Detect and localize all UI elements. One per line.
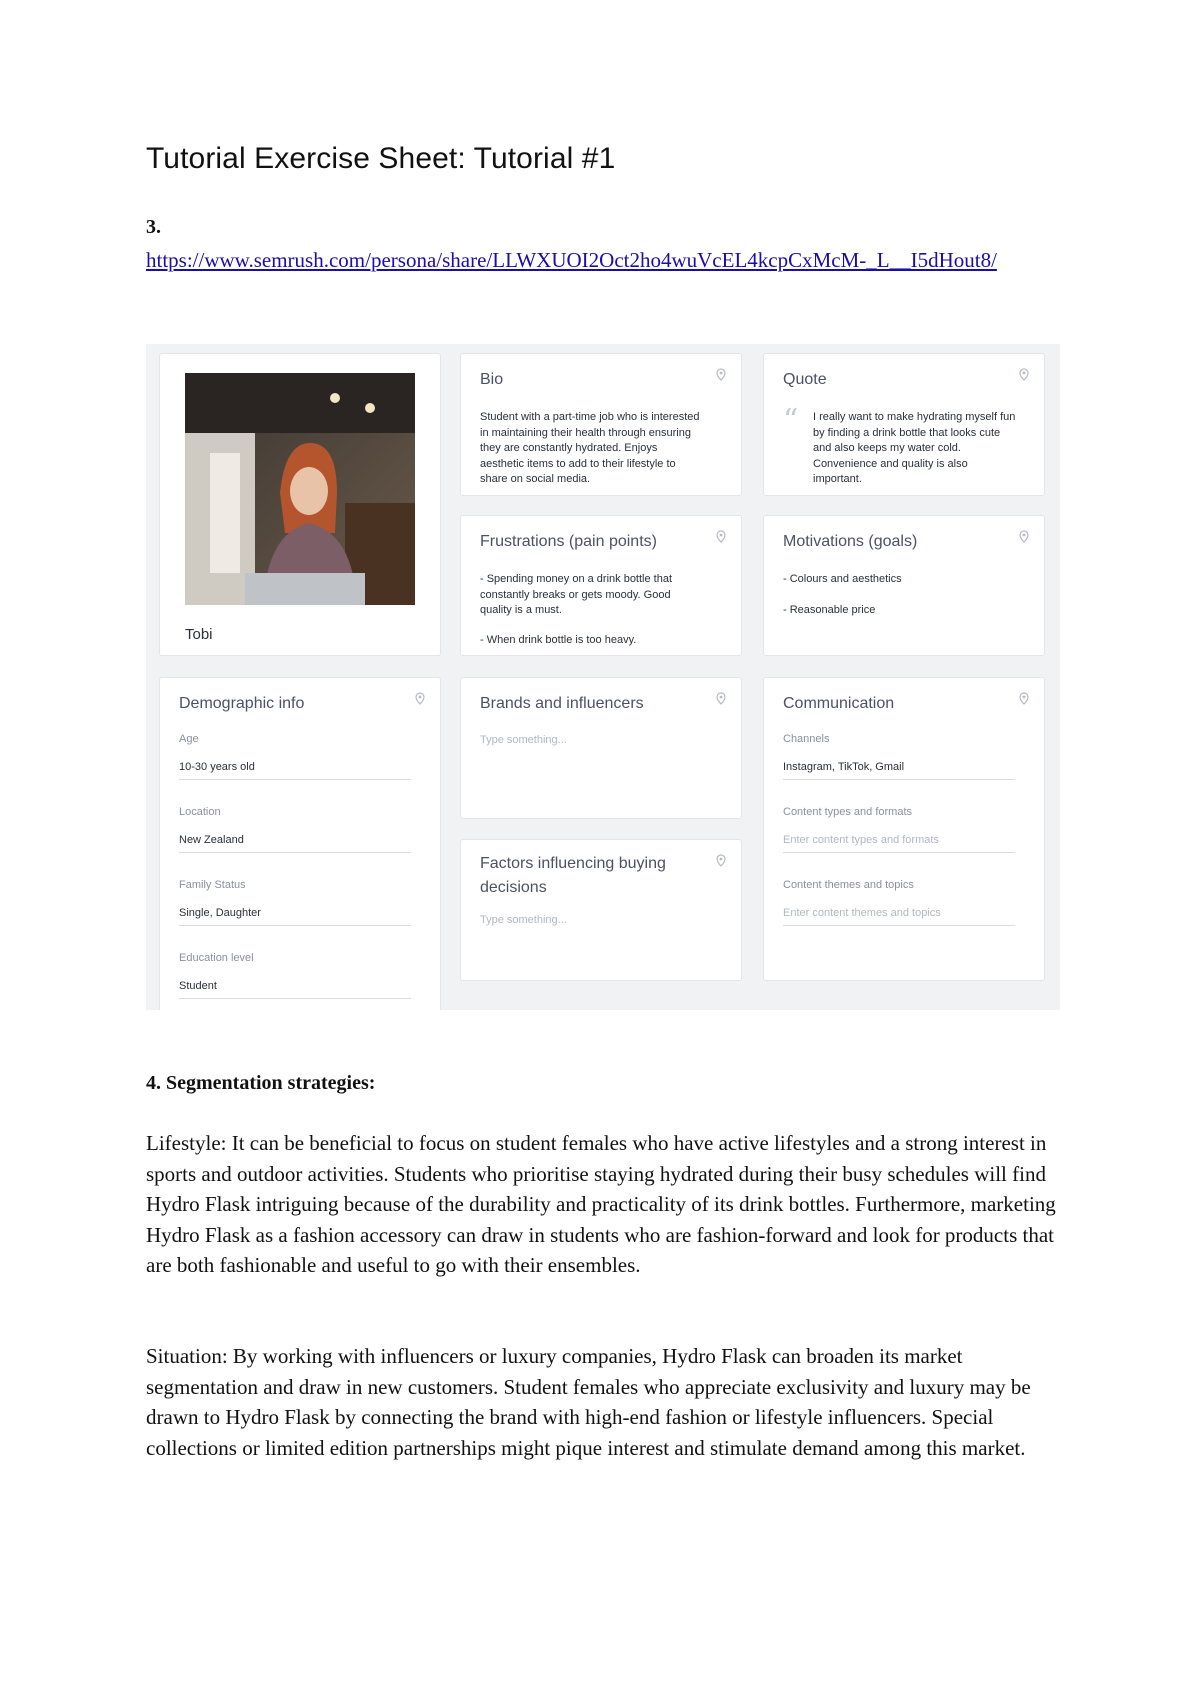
brands-input[interactable]: Type something...	[480, 734, 567, 746]
quote-text[interactable]: I really want to make hydrating myself fun by finding a drink bottle that looks cute and also keeps my water cold. Convenience and quality is also important.	[813, 411, 1016, 485]
lifestyle-paragraph: Lifestyle: It can be beneficial to focus on student females who have active lifestyles and a strong interest in sports and outdoor activities. Students who prioritise staying hydrated during their busy schedules will find Hydro Flask intriguing because of the durability and practicality of its drink bottles. Furthermore, marketing Hydro Flask as a fashion accessory can draw in students who are fashion-forward and look for products that are both fashionable and useful to go with their ensembles.	[146, 1131, 1056, 1277]
persona-name[interactable]: Tobi	[185, 626, 213, 643]
education-label: Education level	[179, 952, 254, 964]
communication-card	[763, 677, 1045, 981]
age-field[interactable]: 10-30 years old	[179, 761, 255, 773]
factors-card	[460, 839, 742, 981]
education-field[interactable]: Student	[179, 980, 217, 992]
field-divider	[179, 998, 411, 999]
field-divider	[783, 852, 1015, 853]
motivations-text[interactable]	[783, 572, 1003, 618]
factors-input[interactable]: Type something...	[480, 914, 567, 926]
pin-icon[interactable]	[715, 368, 727, 382]
quote-title: Quote	[783, 371, 827, 388]
factors-title-line: decisions	[480, 879, 547, 896]
factors-title-line: Factors influencing buying	[480, 855, 666, 872]
family-status-label: Family Status	[179, 879, 246, 891]
motivations-title: Motivations (goals)	[783, 533, 918, 550]
brands-title: Brands and influencers	[480, 695, 644, 712]
field-divider	[179, 925, 411, 926]
pin-icon[interactable]	[715, 854, 727, 868]
location-label: Location	[179, 806, 221, 818]
content-types-label: Content types and formats	[783, 806, 913, 818]
motivations-card	[763, 515, 1045, 656]
frustration-item: - Spending money on a drink bottle that constantly breaks or gets moody. Good quality is a must.	[480, 573, 673, 616]
pin-icon[interactable]	[1018, 530, 1030, 544]
family-status-field[interactable]: Single, Daughter	[179, 907, 261, 919]
pin-icon[interactable]	[715, 692, 727, 706]
persona-board	[146, 344, 1060, 1010]
demographic-title: Demographic info	[179, 695, 305, 712]
quote-card	[763, 353, 1045, 496]
demographic-card	[159, 677, 441, 1010]
persona-photo	[185, 373, 415, 605]
communication-title: Communication	[783, 695, 895, 712]
field-divider	[179, 779, 411, 780]
pin-icon[interactable]	[715, 530, 727, 544]
frustrations-title: Frustrations (pain points)	[480, 533, 657, 550]
page-title: Tutorial Exercise Sheet: Tutorial #1	[146, 142, 616, 175]
bio-title: Bio	[480, 371, 504, 388]
motivation-item: - Reasonable price	[783, 603, 876, 616]
motivation-item: - Colours and aesthetics	[783, 573, 902, 585]
persona-share-link[interactable]: https://www.semrush.com/persona/share/LLWXUOI2Oct2ho4wuVcEL4kcpCxMcM-_L__I5dHout8/	[146, 248, 997, 272]
pin-icon[interactable]	[414, 692, 426, 706]
situation-paragraph: Situation: By working with influencers or luxury companies, Hydro Flask can broaden its market segmentation and draw in new customers. Student females who appreciate exclusivity and luxury may be drawn to Hydro Flask by connecting the brand with high-end fashion or lifestyle influencers. Special collections or limited edition partnerships might pique interest and stimulate demand among this market.	[146, 1344, 1031, 1460]
field-divider	[179, 852, 411, 853]
age-label: Age	[179, 733, 199, 745]
bio-card	[460, 353, 742, 496]
pin-icon[interactable]	[1018, 692, 1030, 706]
persona-photo-card	[159, 353, 441, 656]
frustration-item: - When drink bottle is too heavy.	[480, 633, 637, 646]
content-types-input[interactable]: Enter content types and formats	[783, 834, 939, 846]
channels-label: Channels	[783, 733, 830, 745]
bio-text[interactable]: Student with a part-time job who is interested in maintaining their health through ensuring they are constantly hydrated. Enjoys aesthetic items to add to their lifestyle to share on social media.	[480, 411, 700, 485]
frustrations-text[interactable]	[480, 572, 700, 648]
pin-icon[interactable]	[1018, 368, 1030, 382]
question-3-number: 3.	[146, 216, 161, 238]
section-4-heading: 4. Segmentation strategies:	[146, 1072, 376, 1094]
field-divider	[783, 779, 1015, 780]
field-divider	[783, 925, 1015, 926]
channels-field[interactable]: Instagram, TikTok, Gmail	[783, 761, 905, 773]
content-themes-input[interactable]: Enter content themes and topics	[783, 907, 941, 919]
location-field[interactable]: New Zealand	[179, 834, 244, 846]
brands-card	[460, 677, 742, 819]
content-themes-label: Content themes and topics	[783, 879, 914, 891]
factors-title	[480, 852, 666, 900]
quote-mark-icon: “	[783, 403, 799, 438]
frustrations-card	[460, 515, 742, 656]
